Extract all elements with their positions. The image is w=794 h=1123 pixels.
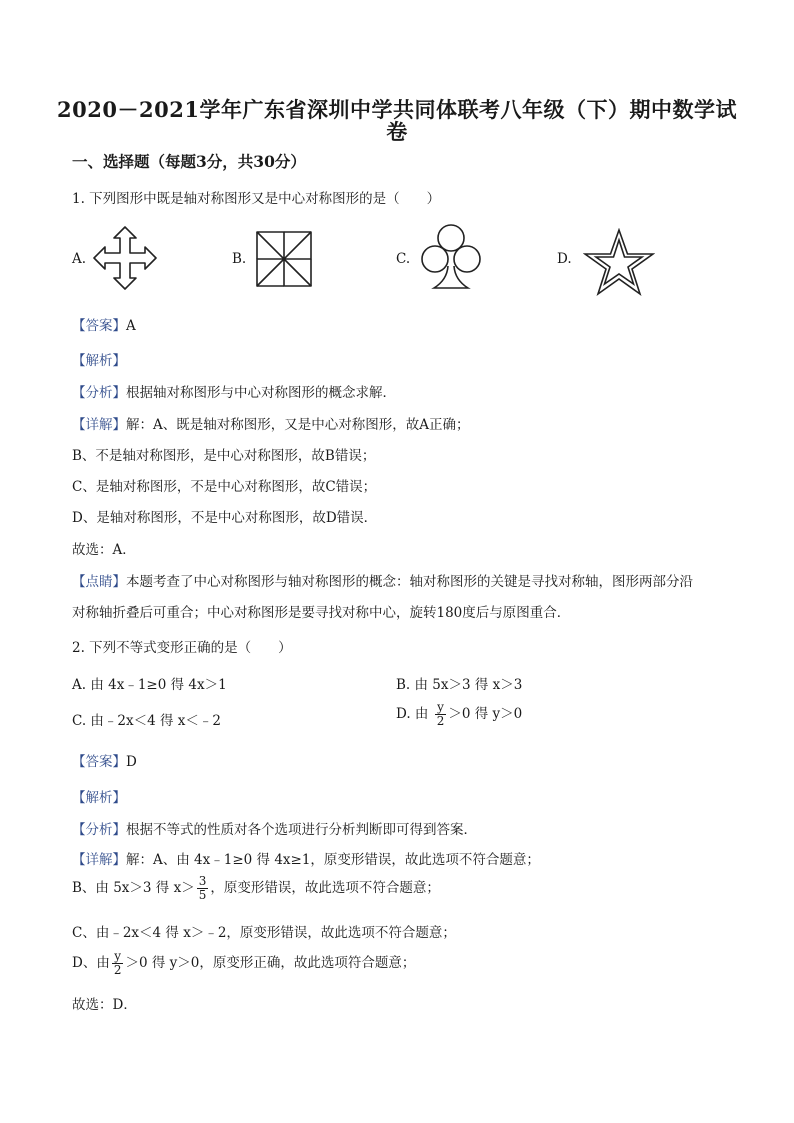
q2-option-b: B. 由 5x＞3 得 x＞3 (396, 677, 523, 693)
fenxi-text: 根据轴对称图形与中心对称图形的概念求解． (126, 385, 396, 401)
line-b-prefix: B、由 5x＞3 得 x＞ (72, 880, 195, 896)
xiangjie-text: 解：A、由 4x﹣1≥0 得 4x≥1，原变形错误，故此选项不符合题意； (126, 852, 540, 868)
fraction-denominator: 2 (436, 714, 445, 728)
fraction-y-over-2 (435, 701, 447, 728)
q1-answer (72, 314, 136, 334)
page-title-continued: 卷 (386, 119, 408, 144)
q2-choose: 故选：D． (72, 997, 137, 1013)
q1-option-d-label: D. (557, 251, 572, 267)
q2-stem: 2. 下列不等式变形正确的是（ ） (72, 640, 292, 656)
answer-value: D (126, 754, 137, 770)
q1-line-b: B、不是轴对称图形，是中心对称图形，故B错误； (72, 448, 376, 464)
q2-line-c: C、由﹣2x＜4 得 x＞﹣2，原变形错误，故此选项不符合题意； (72, 925, 456, 941)
q2-option-a: A. 由 4x﹣1≥0 得 4x＞1 (72, 677, 227, 693)
q1-line-c: C、是轴对称图形，不是中心对称图形，故C错误； (72, 479, 377, 495)
q1-option-a-label: A. (72, 251, 87, 267)
q1-xiangjie (72, 413, 470, 433)
section-heading: 一、选择题（每题3分，共30分） (72, 152, 306, 171)
answer-label: 【答案】 (72, 318, 126, 334)
xiangjie-text: 解：A、既是轴对称图形，又是中心对称图形，故A正确； (126, 417, 470, 433)
fenxi-text: 根据不等式的性质对各个选项进行分析判断即可得到答案． (126, 822, 477, 838)
q1-choose: 故选：A． (72, 542, 136, 558)
q2-option-c: C. 由﹣2x＜4 得 x＜﹣2 (72, 713, 222, 729)
fraction-denominator: 2 (113, 963, 122, 977)
fraction-numerator: y (112, 950, 124, 964)
fraction-3-over-5 (197, 875, 209, 902)
line-b-suffix: ，原变形错误，故此选项不符合题意； (210, 880, 440, 896)
option-d-suffix: ＞0 得 y＞0 (448, 706, 523, 722)
q2-answer (72, 750, 137, 770)
fenxi-label: 【分析】 (72, 385, 126, 401)
answer-label: 【答案】 (72, 754, 126, 770)
page-title: 2020－2021学年广东省深圳中学共同体联考八年级（下）期中数学试 (57, 97, 737, 122)
q2-line-b (72, 875, 440, 902)
xiangjie-label: 【详解】 (72, 417, 126, 433)
four-arrow-cross-figure (92, 225, 158, 291)
double-star-figure (583, 228, 655, 298)
xiangjie-label: 【详解】 (72, 852, 126, 868)
line-d-suffix: ＞0 得 y＞0，原变形正确，故此选项符合题意； (125, 955, 416, 971)
pinwheel-figure (255, 230, 313, 288)
fenxi-label: 【分析】 (72, 822, 126, 838)
q2-option-d (396, 701, 522, 728)
q1-option-c-label: C. (396, 251, 411, 267)
dianjing-text-1: 本题考查了中心对称图形与轴对称图形的概念：轴对称图形的关键是寻找对称轴，图形两部分沿 (126, 574, 693, 590)
club-figure (418, 222, 484, 292)
fraction-y-over-2 (112, 950, 124, 977)
q1-fenxi (72, 381, 396, 401)
dianjing-label: 【点睛】 (72, 574, 126, 590)
q2-xiangjie (72, 848, 540, 868)
q1-dianjing-1 (72, 570, 693, 590)
q1-stem: 1. 下列图形中既是轴对称图形又是中心对称图形的是（ ） (72, 191, 441, 207)
q1-analysis-label: 【解析】 (72, 353, 126, 369)
fraction-numerator: 3 (198, 874, 207, 888)
q2-line-d (72, 950, 415, 977)
q1-dianjing-2: 对称轴折叠后可重合；中心对称图形是要寻找对称中心，旋转180度后与原图重合． (72, 605, 571, 621)
q1-option-b-label: B. (232, 251, 247, 267)
q1-line-d: D、是轴对称图形，不是中心对称图形，故D错误． (72, 510, 378, 526)
q2-fenxi (72, 818, 477, 838)
fraction-denominator: 5 (198, 888, 207, 902)
fraction-numerator: y (435, 701, 447, 715)
option-d-prefix: D. 由 (396, 706, 429, 722)
line-d-prefix: D、由 (72, 955, 110, 971)
answer-value: A (126, 318, 136, 334)
q2-analysis-label: 【解析】 (72, 790, 126, 806)
